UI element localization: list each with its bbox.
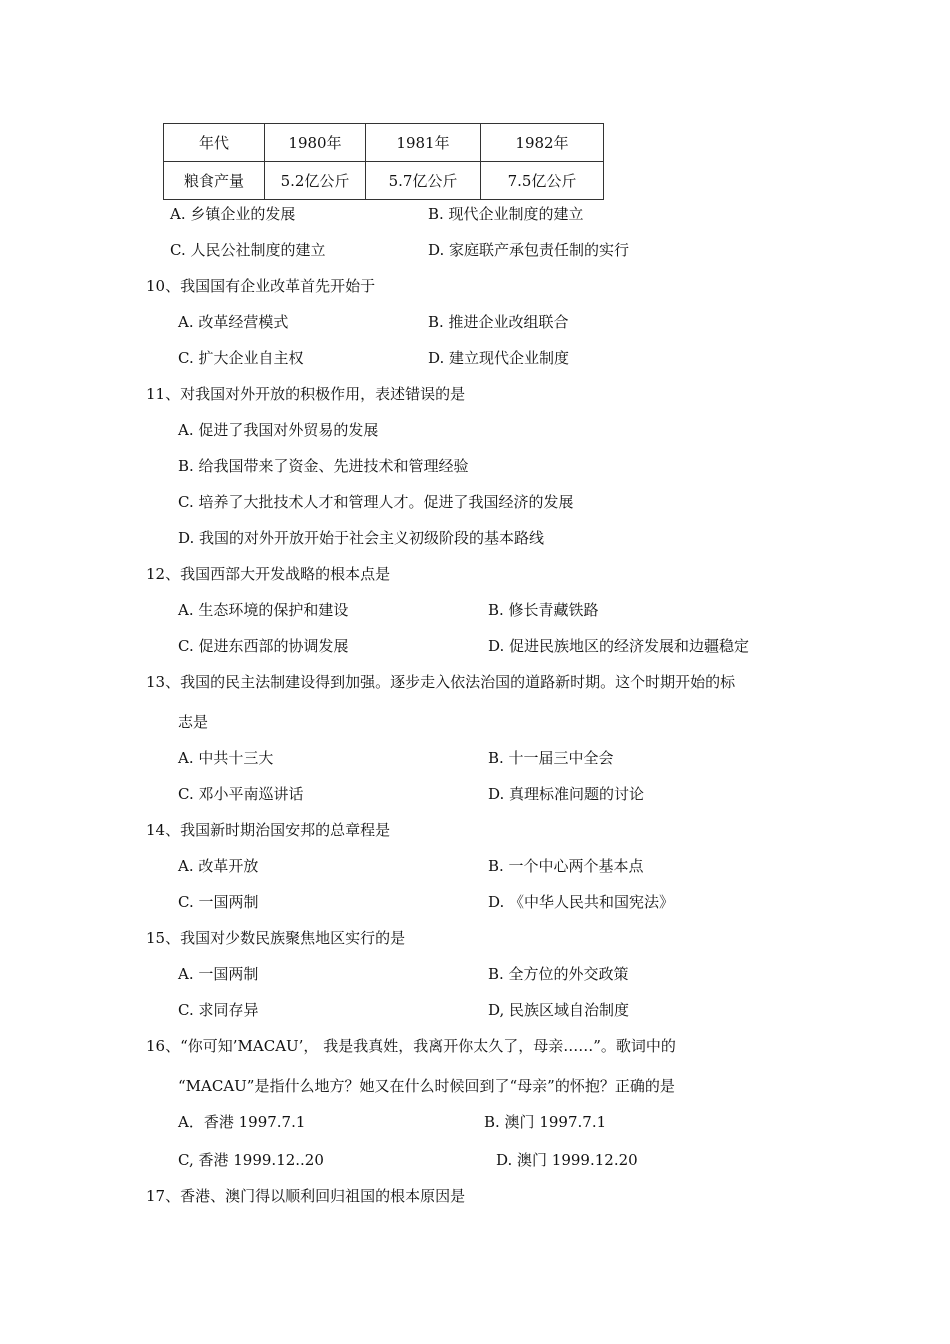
q11-option-b: B. 给我国带来了资金、先进技术和管理经验 [178, 457, 469, 475]
table-cell: 1981年 [366, 124, 481, 162]
table-cell: 5.2亿公斤 [265, 162, 366, 200]
q11-option-c: C. 培养了大批技术人才和管理人才。促进了我国经济的发展 [178, 493, 574, 511]
q13-option-d: D. 真理标准问题的讨论 [488, 785, 645, 803]
q15-stem: 15、我国对少数民族聚焦地区实行的是 [146, 929, 406, 947]
q12-option-c: C. 促进东西部的协调发展 [178, 637, 349, 655]
q12-option-d: D. 促进民族地区的经济发展和边疆稳定 [488, 637, 750, 655]
table-cell: 7.5亿公斤 [481, 162, 604, 200]
q16-option-b: B. 澳门 1997.7.1 [484, 1113, 607, 1131]
q10-option-d: D. 建立现代企业制度 [428, 349, 570, 367]
table-row [164, 124, 604, 162]
q14-option-c: C. 一国两制 [178, 893, 259, 911]
q11-option-a: A. 促进了我国对外贸易的发展 [178, 421, 379, 439]
table-cell: 1982年 [481, 124, 604, 162]
q10-option-a: A. 改革经营模式 [178, 313, 289, 331]
grain-output-table [163, 123, 604, 200]
table-cell: 粮食产量 [164, 162, 265, 200]
q13-option-a: A. 中共十三大 [178, 749, 274, 767]
q9-option-c: C. 人民公社制度的建立 [170, 241, 326, 259]
q14-option-b: B. 一个中心两个基本点 [488, 857, 644, 875]
q13-stem-continued: 志是 [178, 713, 209, 731]
q13-option-c: C. 邓小平南巡讲话 [178, 785, 304, 803]
table-cell: 5.7亿公斤 [366, 162, 481, 200]
q10-stem: 10、我国国有企业改革首先开始于 [146, 277, 376, 295]
q15-option-d: D, 民族区域自治制度 [488, 1001, 630, 1019]
q9-option-b: B. 现代企业制度的建立 [428, 205, 584, 223]
q15-option-b: B. 全方位的外交政策 [488, 965, 629, 983]
table-cell: 1980年 [265, 124, 366, 162]
q14-option-a: A. 改革开放 [178, 857, 259, 875]
q16-option-c: C, 香港 1999.12..20 [178, 1151, 324, 1169]
q13-option-b: B. 十一届三中全会 [488, 749, 614, 767]
q11-option-d: D. 我国的对外开放开始于社会主义初级阶段的基本路线 [178, 529, 545, 547]
q11-stem: 11、对我国对外开放的积极作用，表述错误的是 [146, 385, 466, 403]
q16-stem: 16、“你可知’MACAU’， 我是我真姓，我离开你太久了，母亲……”。歌词中的 [146, 1037, 676, 1055]
q10-option-b: B. 推进企业改组联合 [428, 313, 569, 331]
q10-option-c: C. 扩大企业自主权 [178, 349, 304, 367]
q12-option-b: B. 修长青藏铁路 [488, 601, 599, 619]
q13-stem: 13、我国的民主法制建设得到加强。逐步走入依法治国的道路新时期。这个时期开始的标 [146, 673, 736, 691]
q15-option-a: A. 一国两制 [178, 965, 259, 983]
q17-stem: 17、香港、澳门得以顺利回归祖国的根本原因是 [146, 1187, 466, 1205]
q9-option-d: D. 家庭联产承包责任制的实行 [428, 241, 630, 259]
q16-stem-continued: “MACAU”是指什么地方？她又在什么时候回到了“母亲”的怀抱？正确的是 [178, 1077, 675, 1095]
q16-option-d: D. 澳门 1999.12.20 [496, 1151, 638, 1169]
q15-option-c: C. 求同存异 [178, 1001, 259, 1019]
q16-option-a: A．香港 1997.7.1 [178, 1113, 306, 1131]
table-row [164, 162, 604, 200]
q12-option-a: A. 生态环境的保护和建设 [178, 601, 349, 619]
q9-option-a: A. 乡镇企业的发展 [170, 205, 296, 223]
q12-stem: 12、我国西部大开发战略的根本点是 [146, 565, 391, 583]
table-cell: 年代 [164, 124, 265, 162]
q14-stem: 14、我国新时期治国安邦的总章程是 [146, 821, 391, 839]
q14-option-d: D. 《中华人民共和国宪法》 [488, 893, 675, 911]
